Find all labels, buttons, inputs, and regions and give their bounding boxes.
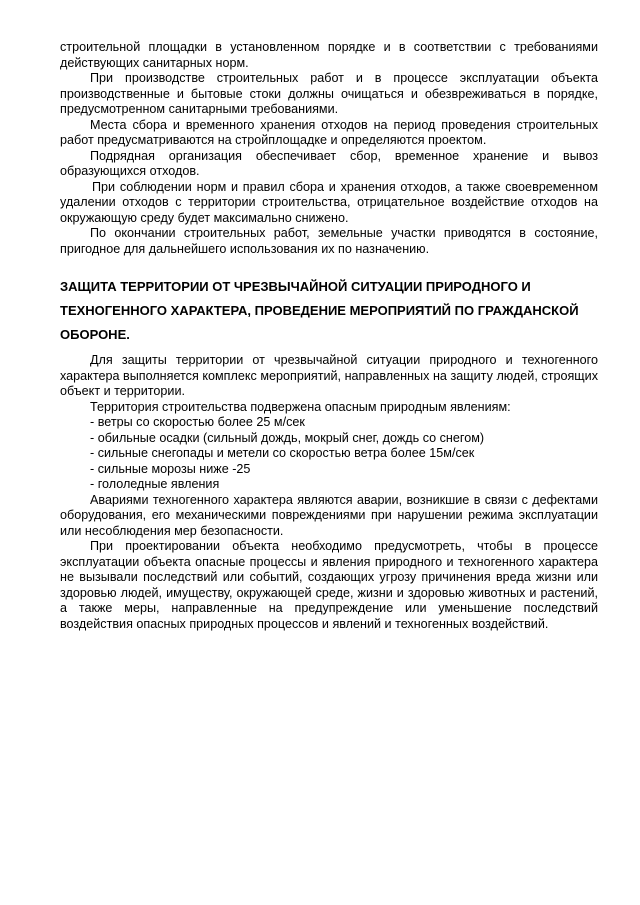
list-item: - обильные осадки (сильный дождь, мокрый снег, дождь со снегом) xyxy=(90,430,485,445)
paragraph-protection-intro: Для защиты территории от чрезвычайной ситуации природного и техногенного характера выполняется комплекс мероприятий, направленных на защиту людей, строящих объект и территории. xyxy=(60,353,598,398)
list-item: - ветры со скоростью более 25 м/сек xyxy=(90,415,305,429)
hazards-list xyxy=(60,415,598,493)
paragraph-technogenic-accidents: Авариями техногенного характера являются аварии, возникшие в связи с дефектами оборудования, его механическими повреждениями при нарушении режима эксплуатации или несоблюдения мер безопасности. xyxy=(60,492,598,538)
paragraph-waste-impact: При соблюдении норм и правил сбора и хранения отходов, а также своевременном удалении отходов с территории строительства, отрицательное воздействие отходов на окружающую среду будет максимально снижено. xyxy=(60,179,598,225)
paragraph-wastewater: При производстве строительных работ и в процессе эксплуатации объекта производственные и бытовые стоки должны очищаться и обезвреживаться в порядке, предусмотренном санитарными требованиями. xyxy=(60,71,598,116)
list-item: - гололедные явления xyxy=(90,477,220,491)
list-item: - сильные морозы ниже -25 xyxy=(90,461,251,476)
paragraph-land-restoration: По окончании строительных работ, земельные участки приводятся в состояние, пригодное для дальнейшего использования их по назначению. xyxy=(60,226,598,256)
paragraph-sanitary-norms: строительной площадки в установленном порядке и в соответствии с требованиями действующих санитарных норм. xyxy=(60,40,598,70)
paragraph-hazards-intro: Территория строительства подвержена опасным природным явлениям: xyxy=(90,399,511,414)
paragraph-waste-storage: Места сбора и временного хранения отходов на период проведения строительных работ предусматриваются на стройплощадке и определяются проектом. xyxy=(60,117,598,147)
list-item: - сильные снегопады и метели со скоростью ветра более 15м/сек xyxy=(90,446,475,460)
section-heading-emergency: ЗАЩИТА ТЕРРИТОРИИ ОТ ЧРЕЗВЫЧАЙНОЙ СИТУАЦИИ ПРИРОДНОГО И ТЕХНОГЕННОГО ХАРАКТЕРА, ПРОВЕДЕНИЕ МЕРОПРИЯТИЙ ПО ГРАЖДАНСКОЙ ОБОРОНЕ. xyxy=(60,279,579,342)
paragraph-design-requirements: При проектировании объекта необходимо предусмотреть, чтобы в процессе эксплуатации объекта опасные процессы и явления природного и техногенного характера не вызывали последствий или событий, создающих угрозу причинения вреда жизни или здоровью людей, имуществу, окружающей среде, жизни и здоровью животных и растений, а также меры, направленные на предупреждение или уменьшение последствий воздействия опасных природных процессов и явлений и техногенных воздействий. xyxy=(60,539,598,631)
paragraph-contractor: Подрядная организация обеспечивает сбор, временное хранение и вывоз образующихся отходов. xyxy=(60,148,598,178)
